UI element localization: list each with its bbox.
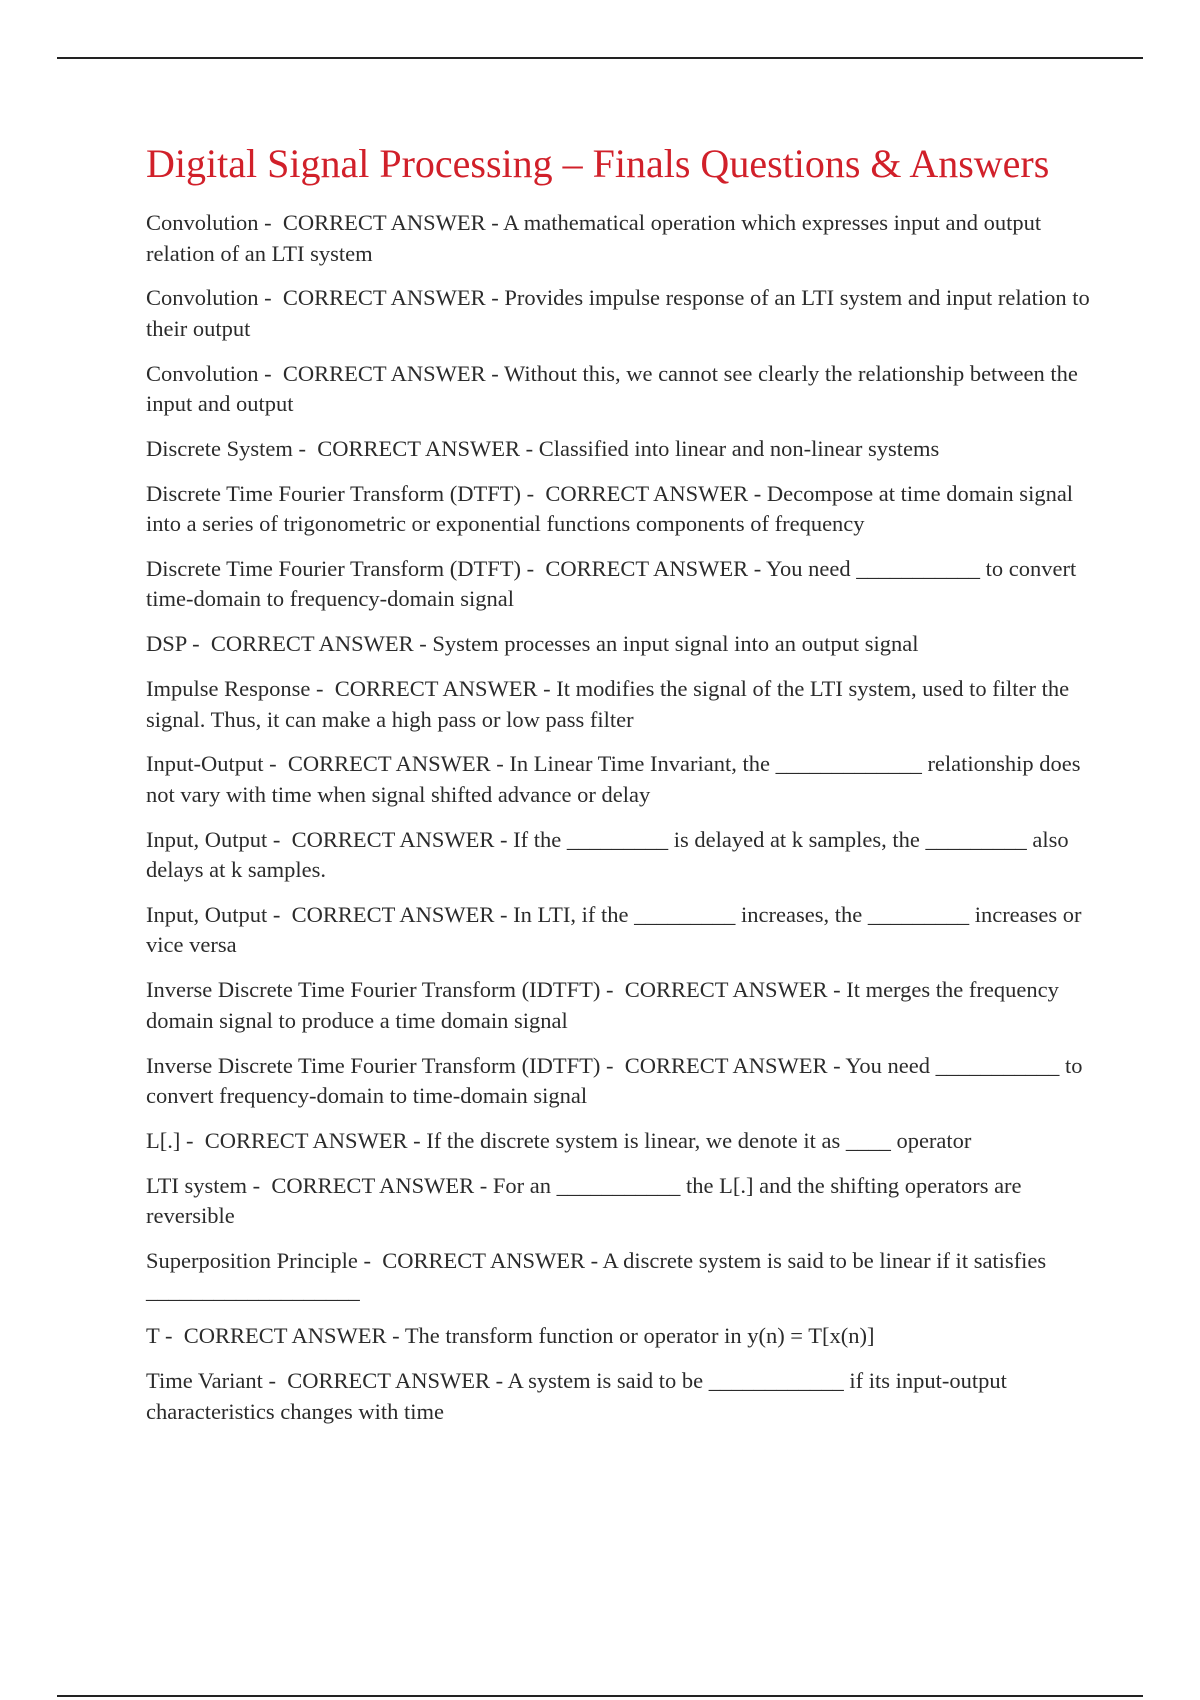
qa-answer-label: CORRECT ANSWER <box>624 1052 828 1078</box>
document-page <box>146 140 1096 1441</box>
qa-answer: Classified into linear and non-linear systems <box>538 435 940 461</box>
qa-separator: - <box>262 1368 288 1394</box>
qa-answer: Without this, we cannot see clearly the relationship between the input and output <box>146 360 1078 417</box>
qa-term: Input-Output <box>146 751 264 777</box>
qa-term: L[.] <box>146 1127 181 1153</box>
qa-separator: - <box>258 360 283 386</box>
qa-item <box>146 900 1096 961</box>
qa-item <box>146 1246 1096 1307</box>
qa-term: Inverse Discrete Time Fourier Transform (IDTFT) <box>146 1052 601 1078</box>
qa-item <box>146 1126 1096 1157</box>
qa-answer-label: CORRECT ANSWER <box>210 631 414 657</box>
qa-item <box>146 554 1096 615</box>
qa-term: Discrete System <box>146 435 293 461</box>
qa-item <box>146 629 1096 660</box>
qa-separator: - <box>292 435 318 461</box>
qa-answer-label: CORRECT ANSWER <box>545 480 749 506</box>
qa-separator: - <box>386 1323 405 1349</box>
qa-separator: - <box>494 826 514 852</box>
qa-separator: - <box>485 285 505 311</box>
qa-separator: - <box>267 826 292 852</box>
qa-separator: - <box>494 901 514 927</box>
qa-item <box>146 1321 1096 1352</box>
qa-item <box>146 1051 1096 1112</box>
qa-term: Convolution <box>146 210 259 235</box>
qa-answer-label: CORRECT ANSWER <box>282 360 486 386</box>
qa-term: Input, Output <box>146 901 268 927</box>
qa-separator: - <box>310 676 335 702</box>
qa-separator: - <box>180 1127 205 1153</box>
qa-answer-label: CORRECT ANSWER <box>291 826 495 852</box>
qa-term: Impulse Response <box>146 676 311 702</box>
qa-separator: - <box>519 435 539 461</box>
qa-separator: - <box>521 555 546 581</box>
qa-answer: If the _________ is delayed at k samples, the _________ also delays at k samples. <box>146 826 1069 883</box>
qa-answer-label: CORRECT ANSWER <box>624 977 828 1003</box>
qa-term: Input, Output <box>146 826 268 852</box>
qa-separator: - <box>267 901 292 927</box>
qa-separator: - <box>600 1052 625 1078</box>
qa-answer: System processes an input signal into an output signal <box>432 631 919 657</box>
qa-answer-label: CORRECT ANSWER <box>282 210 486 235</box>
qa-answer-label: CORRECT ANSWER <box>183 1323 387 1349</box>
qa-separator: - <box>490 751 510 777</box>
qa-separator: - <box>827 977 847 1003</box>
qa-separator: - <box>186 631 211 657</box>
qa-separator: - <box>258 285 283 311</box>
qa-answer: In Linear Time Invariant, the _____________ relationship does not vary with time when signal shifted advance or delay <box>146 751 1081 807</box>
qa-answer: A mathematical operation which expresses input and output relation of an LTI system <box>146 210 1042 266</box>
qa-separator: - <box>748 555 767 581</box>
qa-separator: - <box>748 480 767 506</box>
qa-term: LTI system <box>146 1172 248 1198</box>
qa-answer: If the discrete system is linear, we denote it as ____ operator <box>426 1127 972 1153</box>
qa-item <box>146 749 1096 810</box>
qa-answer-label: CORRECT ANSWER <box>204 1127 408 1153</box>
qa-item <box>146 283 1096 344</box>
qa-answer: In LTI, if the _________ increases, the _________ increases or vice versa <box>146 901 1082 958</box>
qa-answer-label: CORRECT ANSWER <box>291 901 495 927</box>
qa-answer: You need ___________ to convert frequency-domain to time-domain signal <box>146 1052 1083 1109</box>
qa-term: Discrete Time Fourier Transform (DTFT) <box>146 480 521 506</box>
qa-answer: Decompose at time domain signal into a series of trigonometric or exponential functions components of frequency <box>146 480 1074 537</box>
qa-item <box>146 825 1096 886</box>
qa-answer-label: CORRECT ANSWER <box>271 1172 475 1198</box>
qa-separator: - <box>474 1172 493 1198</box>
qa-separator: - <box>585 1247 603 1273</box>
qa-term: T <box>146 1323 160 1349</box>
qa-answer-label: CORRECT ANSWER <box>282 285 486 311</box>
qa-separator: - <box>537 676 557 702</box>
qa-separator: - <box>247 1172 272 1198</box>
qa-term: Convolution <box>146 285 259 311</box>
qa-separator: - <box>159 1323 184 1349</box>
qa-answer-label: CORRECT ANSWER <box>382 1247 585 1273</box>
qa-term: Convolution <box>146 360 259 386</box>
qa-answer: It modifies the signal of the LTI system, used to filter the signal. Thus, it can make a high pass or low pass filter <box>146 676 1070 732</box>
qa-item <box>146 434 1096 465</box>
qa-answer: The transform function or operator in y(n) = T[x(n)] <box>404 1323 875 1349</box>
qa-item <box>146 479 1096 540</box>
qa-separator: - <box>485 210 504 235</box>
qa-answer: For an ___________ the L[.] and the shifting operators are reversible <box>146 1172 1022 1229</box>
qa-separator: - <box>407 1127 427 1153</box>
qa-separator: - <box>521 480 546 506</box>
qa-separator: - <box>413 631 433 657</box>
qa-answer-label: CORRECT ANSWER <box>287 751 491 777</box>
qa-answer-label: CORRECT ANSWER <box>287 1368 491 1394</box>
qa-answer-label: CORRECT ANSWER <box>545 555 749 581</box>
qa-answer: A discrete system is said to be linear if it satisfies ___________________ <box>146 1247 1047 1304</box>
qa-separator: - <box>827 1052 846 1078</box>
qa-term: Inverse Discrete Time Fourier Transform (IDTFT) <box>146 977 601 1003</box>
qa-item <box>146 208 1096 269</box>
qa-separator: - <box>263 751 288 777</box>
qa-answer-label: CORRECT ANSWER <box>317 435 520 461</box>
qa-term: Superposition Principle <box>146 1247 358 1273</box>
qa-answer: You need ___________ to convert time-domain to frequency-domain signal <box>146 555 1077 612</box>
qa-list <box>146 208 1096 1427</box>
qa-answer: Provides impulse response of an LTI system and input relation to their output <box>146 285 1090 341</box>
qa-item <box>146 359 1096 420</box>
qa-term: Time Variant <box>146 1368 263 1394</box>
qa-separator: - <box>357 1247 383 1273</box>
qa-term: Discrete Time Fourier Transform (DTFT) <box>146 555 521 581</box>
qa-item <box>146 674 1096 735</box>
qa-item <box>146 1171 1096 1232</box>
qa-answer: It merges the frequency domain signal to produce a time domain signal <box>146 977 1059 1033</box>
qa-answer: A system is said to be ____________ if its input-output characteristics changes with time <box>146 1368 1007 1424</box>
qa-separator: - <box>258 210 283 235</box>
qa-separator: - <box>485 360 504 386</box>
document-title: Digital Signal Processing – Finals Questions & Answers <box>146 141 1050 186</box>
qa-answer-label: CORRECT ANSWER <box>334 676 538 702</box>
qa-item <box>146 1366 1096 1427</box>
footer-rule <box>57 1695 1143 1697</box>
header-rule <box>57 57 1143 59</box>
qa-separator: - <box>600 977 625 1003</box>
qa-separator: - <box>490 1368 508 1394</box>
qa-term: DSP <box>146 631 187 657</box>
qa-item <box>146 975 1096 1036</box>
